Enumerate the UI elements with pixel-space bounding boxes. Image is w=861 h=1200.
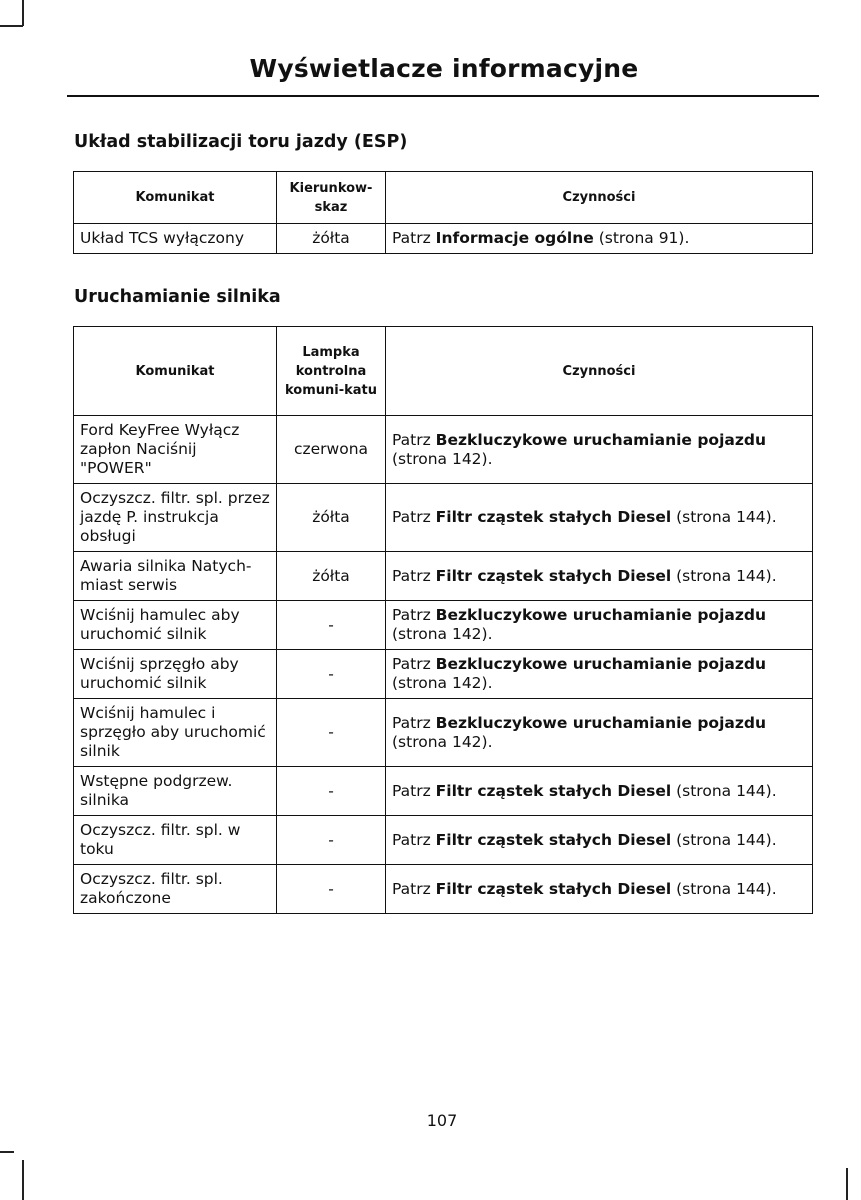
engine-start-table [73,326,813,914]
column-header-indicator: Lampka kontrolna komuni-katu [277,327,386,416]
table-row [74,484,813,552]
action-suffix: (strona 91). [593,229,690,247]
action-cell [386,552,813,601]
table-row [74,224,813,254]
action-reference: Filtr cząstek stałych Diesel [435,879,672,898]
action-prefix: Patrz [392,713,436,732]
page-title: Wyświetlacze informacyjne [249,54,639,83]
action-suffix: (strona 142). [392,625,493,643]
message-cell: Oczyszcz. filtr. spl. zakończone [74,865,277,914]
action-cell [386,601,813,650]
action-reference: Filtr cząstek stałych Diesel [435,781,672,800]
action-prefix: Patrz [392,229,436,247]
action-cell [386,224,813,254]
indicator-cell: - [277,650,386,699]
action-prefix: Patrz [392,830,436,849]
indicator-cell: - [277,699,386,767]
action-cell [386,650,813,699]
action-reference: Filtr cząstek stałych Diesel [435,508,672,526]
page-number: 107 [426,1111,458,1130]
message-cell: Awaria silnika Natych-miast serwis [74,552,277,601]
table-row [74,601,813,650]
action-reference: Bezkluczykowe uruchamianie pojazdu [435,606,767,624]
crop-mark-top-left-vertical [22,0,24,26]
action-prefix: Patrz [392,879,436,898]
message-cell: Wciśnij hamulec aby uruchomić silnik [74,601,277,650]
action-prefix: Patrz [392,508,436,526]
action-reference: Bezkluczykowe uruchamianie pojazdu [435,430,767,449]
action-suffix: (strona 142). [392,674,493,692]
action-reference: Filtr cząstek stałych Diesel [435,830,672,849]
action-reference: Filtr cząstek stałych Diesel [435,566,672,585]
table-row [74,416,813,484]
action-suffix: (strona 144). [671,879,777,898]
indicator-cell: - [277,816,386,865]
section-heading-engine-start: Uruchamianie silnika [74,287,281,307]
crop-mark-bottom-left-horizontal [0,1151,14,1153]
indicator-cell: żółta [277,552,386,601]
esp-table [73,171,813,254]
title-divider [67,95,819,97]
message-cell: Wciśnij sprzęgło aby uruchomić silnik [74,650,277,699]
action-cell [386,816,813,865]
section-heading-esp: Układ stabilizacji toru jazdy (ESP) [74,132,408,152]
action-reference: Bezkluczykowe uruchamianie pojazdu [435,655,767,673]
crop-mark-bottom-left-vertical [22,1160,24,1200]
action-suffix: (strona 142). [392,449,493,468]
table-header-row [74,327,813,416]
indicator-cell: - [277,865,386,914]
message-cell: Oczyszcz. filtr. spl. przez jazdę P. instrukcja obsługi [74,484,277,552]
column-header-message: Komunikat [74,172,277,224]
table-row [74,650,813,699]
column-header-action: Czynności [386,172,813,224]
action-cell [386,699,813,767]
action-reference: Bezkluczykowe uruchamianie pojazdu [435,713,767,732]
action-suffix: (strona 144). [671,830,777,849]
action-prefix: Patrz [392,430,436,449]
action-prefix: Patrz [392,566,436,585]
message-cell: Wciśnij hamulec i sprzęgło aby uruchomić silnik [74,699,277,767]
table-row [74,699,813,767]
indicator-cell: żółta [277,484,386,552]
message-cell: Wstępne podgrzew. silnika [74,767,277,816]
crop-mark-top-left-horizontal [0,25,23,27]
crop-mark-bottom-right-vertical [846,1168,848,1200]
indicator-cell: czerwona [277,416,386,484]
table-row [74,767,813,816]
action-prefix: Patrz [392,781,436,800]
action-reference: Informacje ogólne [435,229,594,247]
action-cell [386,416,813,484]
action-suffix: (strona 144). [671,781,777,800]
column-header-indicator: Kierunkow-skaz [277,172,386,224]
action-cell [386,767,813,816]
table-row [74,865,813,914]
message-cell: Oczyszcz. filtr. spl. w toku [74,816,277,865]
action-suffix: (strona 142). [392,732,493,751]
indicator-cell: - [277,767,386,816]
action-prefix: Patrz [392,606,436,624]
table-header-row [74,172,813,224]
message-cell: Ford KeyFree Wyłącz zapłon Naciśnij "POWER" [74,416,277,484]
table-row [74,816,813,865]
indicator-cell: żółta [277,224,386,254]
action-prefix: Patrz [392,655,436,673]
action-cell [386,865,813,914]
table-row [74,552,813,601]
action-cell [386,484,813,552]
column-header-message: Komunikat [74,327,277,416]
action-suffix: (strona 144). [671,566,777,585]
indicator-cell: - [277,601,386,650]
column-header-action: Czynności [386,327,813,416]
action-suffix: (strona 144). [671,508,777,526]
message-cell: Układ TCS wyłączony [74,224,277,254]
